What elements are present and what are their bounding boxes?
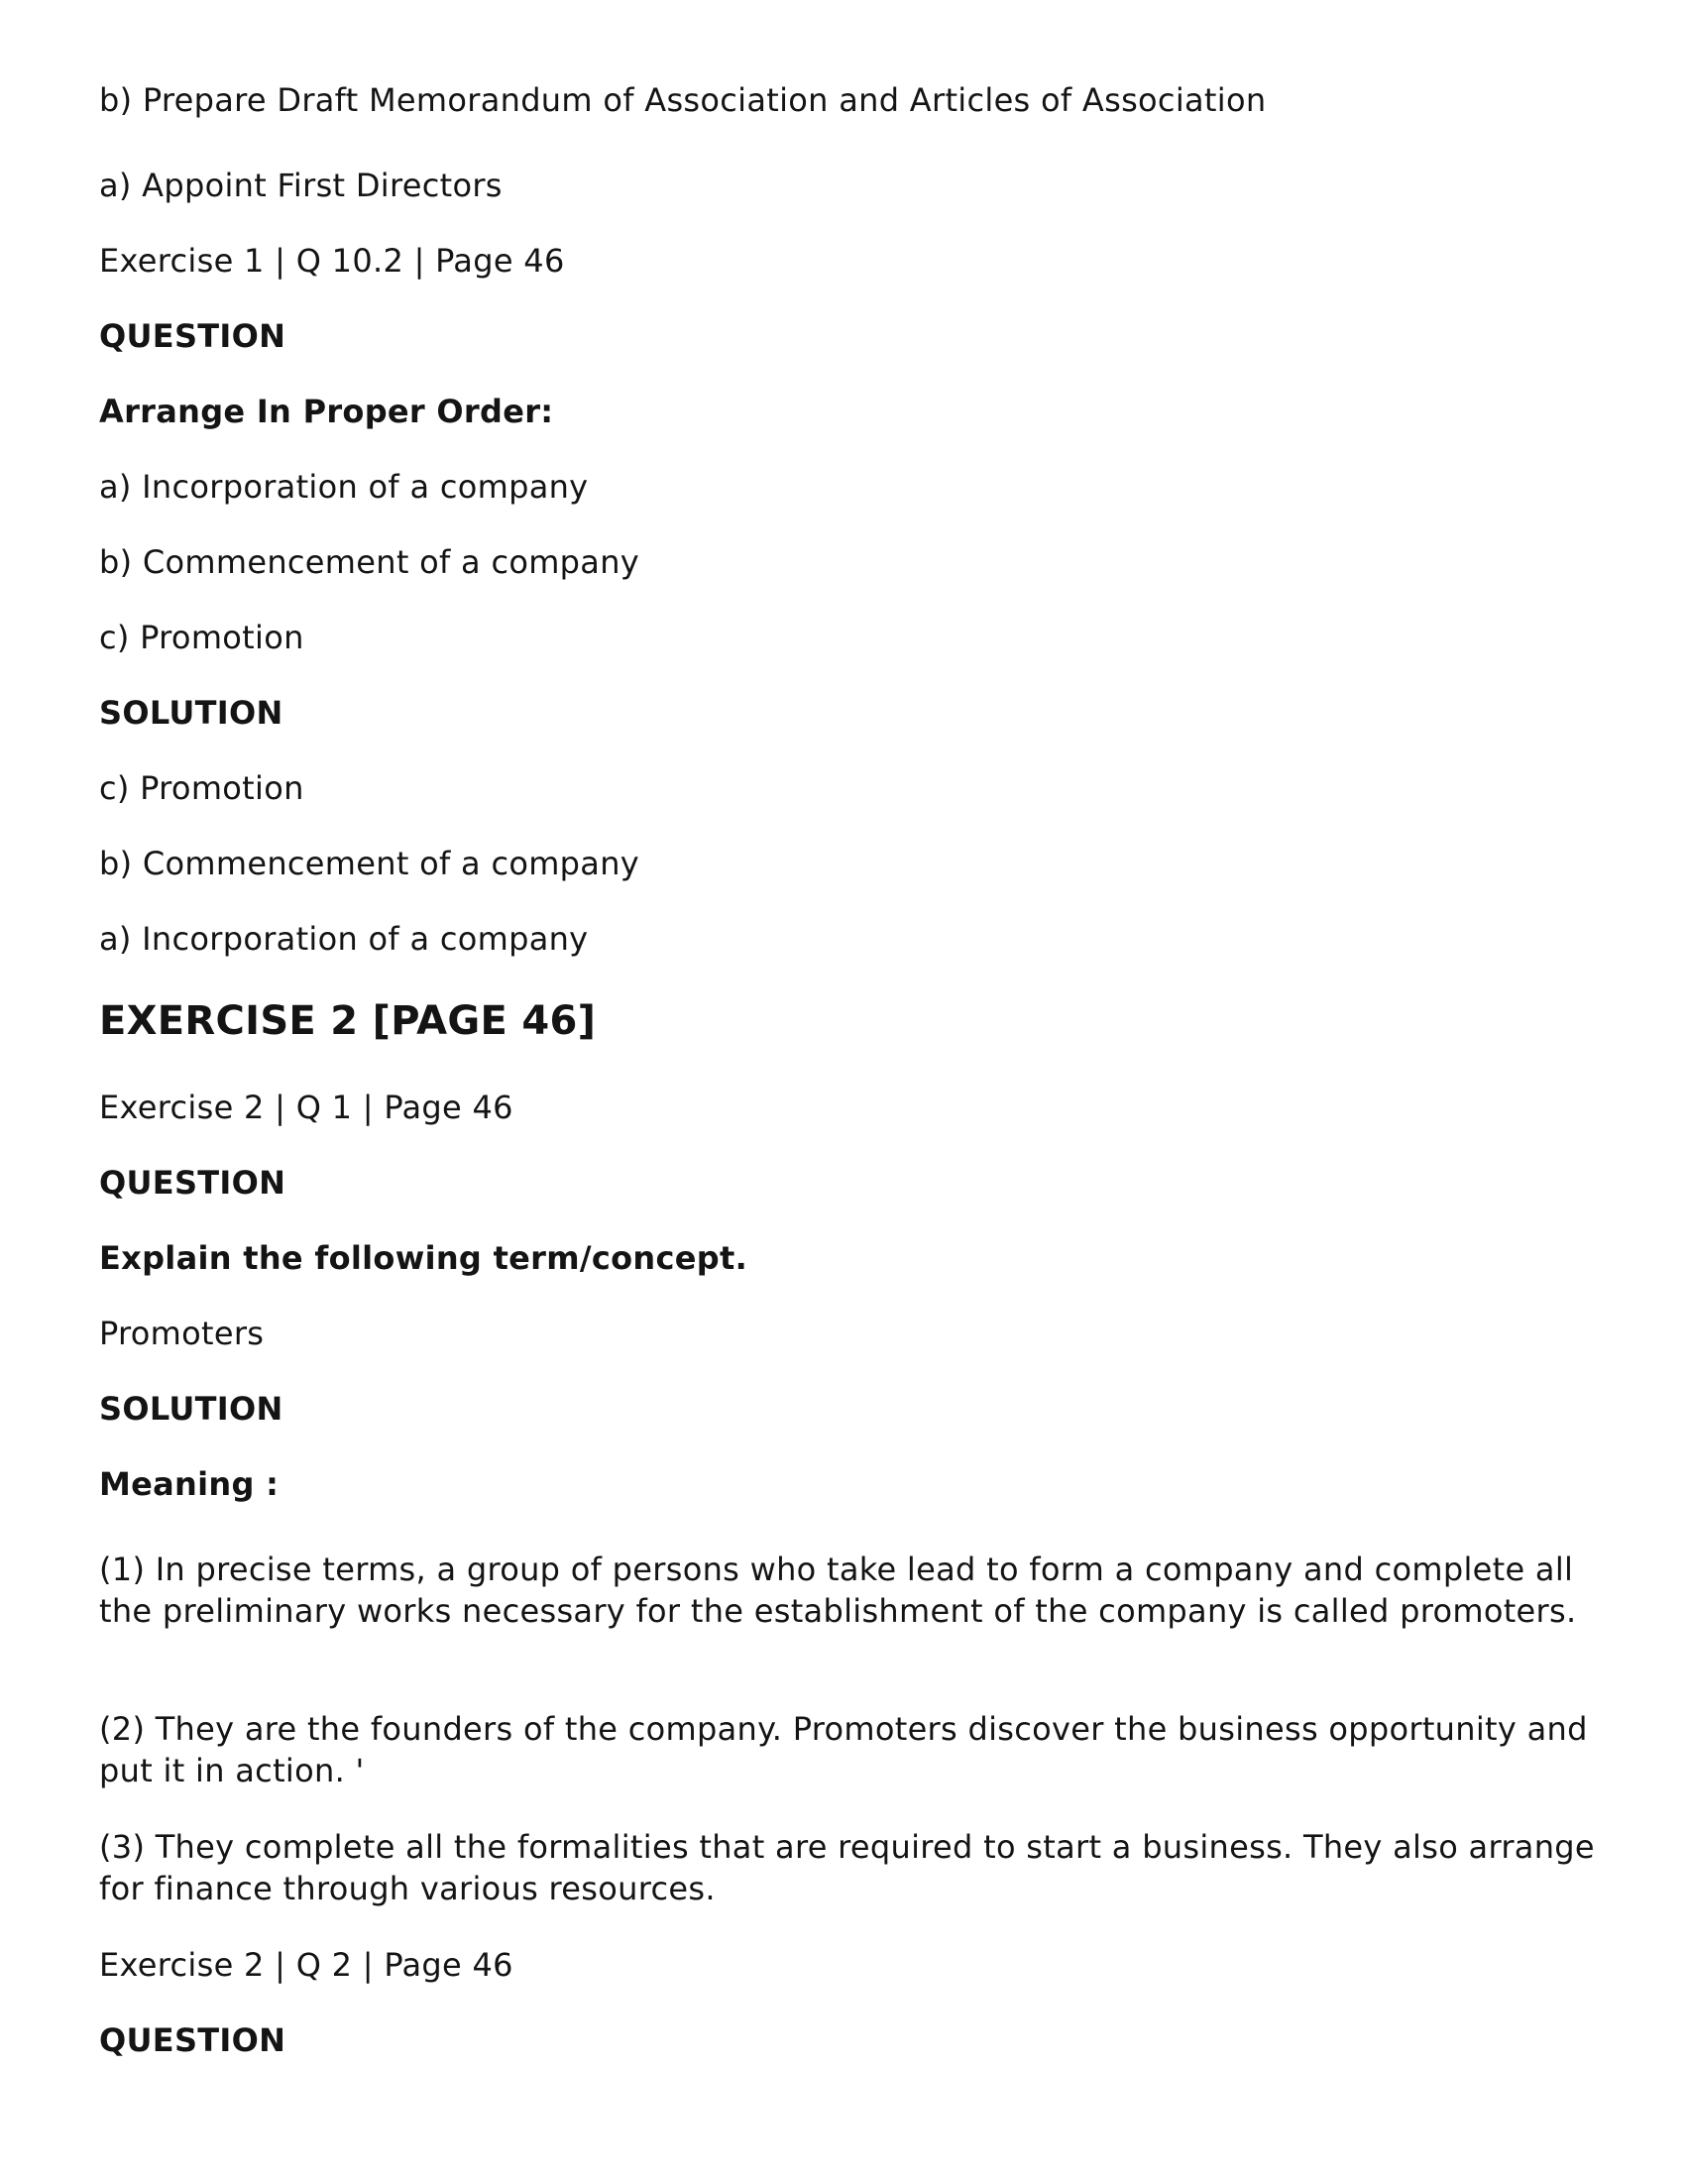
solution-label: SOLUTION (99, 1390, 283, 1428)
option-item: b) Commencement of a company (99, 543, 640, 581)
question-prompt: Arrange In Proper Order: (99, 393, 554, 430)
question-label: QUESTION (99, 1164, 286, 1202)
solution-item: b) Commencement of a company (99, 845, 640, 882)
question-reference: Exercise 2 | Q 2 | Page 46 (99, 1946, 513, 1984)
question-label: QUESTION (99, 2021, 286, 2059)
solution-item: c) Promotion (99, 769, 304, 807)
question-label: QUESTION (99, 317, 286, 355)
question-reference: Exercise 2 | Q 1 | Page 46 (99, 1089, 513, 1126)
term-text: Promoters (99, 1315, 265, 1352)
solution-item: a) Incorporation of a company (99, 920, 589, 958)
question-reference: Exercise 1 | Q 10.2 | Page 46 (99, 242, 565, 280)
option-item: c) Promotion (99, 619, 304, 656)
meaning-label: Meaning : (99, 1465, 280, 1503)
solution-paragraph: (3) They complete all the formalities that are required to start a business. They also arrange for finance through various resources. (99, 1828, 1595, 1907)
previous-option-a: a) Appoint First Directors (99, 167, 503, 204)
solution-paragraph: (2) They are the founders of the company. Promoters discover the business opportunity and put it in action. ' (99, 1710, 1588, 1789)
previous-option-b: b) Prepare Draft Memorandum of Association and Articles of Association (99, 81, 1267, 119)
solution-label: SOLUTION (99, 694, 283, 732)
solution-paragraph: (1) In precise terms, a group of persons who take lead to form a company and complete all the preliminary works necessary for the establishment of the company is called promoters. (99, 1551, 1577, 1630)
question-prompt: Explain the following term/concept. (99, 1239, 748, 1277)
option-item: a) Incorporation of a company (99, 468, 589, 506)
section-heading: EXERCISE 2 [PAGE 46] (99, 998, 597, 1044)
